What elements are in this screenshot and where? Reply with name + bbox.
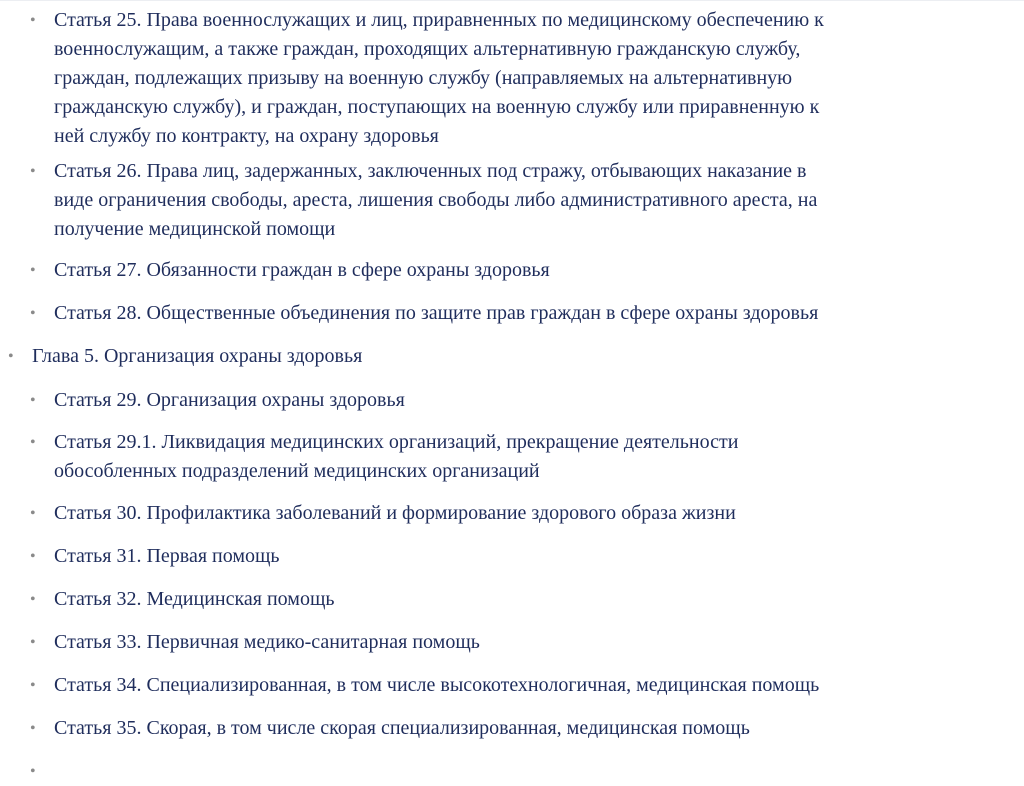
bullet-glyph: •	[30, 548, 36, 565]
bullet-glyph: •	[30, 305, 36, 322]
toc-entry-text: Статья 32. Медицинская помощь	[54, 588, 335, 610]
toc-entry-article-30	[30, 499, 1019, 528]
bullet-glyph: •	[30, 434, 36, 451]
bullet-glyph: •	[30, 12, 36, 29]
toc-entry-article-31	[30, 542, 1019, 571]
toc-entry-text: Статья 34. Специализированная, в том числе высокотехнологичная, медицинская помощь	[54, 674, 820, 696]
bullet-glyph: •	[8, 348, 14, 365]
toc-entry-text: Статья 29.1. Ликвидация медицинских организаций, прекращение деятельности обособленных подразделений медицинских организаций	[54, 431, 739, 482]
toc-entry-article-25	[30, 6, 1019, 151]
toc-entry-article-35	[30, 714, 1019, 743]
top-divider	[0, 0, 1024, 1]
bullet-glyph: •	[30, 262, 36, 279]
toc-entry-article-27	[30, 256, 1019, 285]
toc-entry-article-29-1	[30, 428, 1019, 486]
toc-entry-article-32	[30, 585, 1019, 614]
bullet-glyph: •	[30, 392, 36, 409]
bullet-glyph: •	[30, 677, 36, 694]
toc-entry-text: Статья 31. Первая помощь	[54, 545, 280, 567]
toc-entry-article-29	[30, 386, 1019, 415]
toc-entry-text: Статья 35. Скорая, в том числе скорая специализированная, медицинская помощь	[54, 717, 750, 739]
toc-entry-article-34	[30, 671, 1019, 700]
bullet-glyph: •	[30, 505, 36, 522]
bullet-glyph: •	[30, 720, 36, 737]
toc-entry-text: Глава 5. Организация охраны здоровья	[32, 345, 363, 367]
toc-entry-text: Статья 25. Права военнослужащих и лиц, приравненных по медицинскому обеспечению к военнослужащим, а также граждан, проходящих альтернативную гражданскую службу, граждан, подлежащих призыву на военную службу (направляемых на альтернативную гражданскую службу), и граждан, поступающих на военную службу или приравненную к ней службу по контракту, на охрану здоровья	[54, 9, 824, 147]
toc-entry-article-26	[30, 157, 1019, 244]
toc-entry-text: Статья 27. Обязанности граждан в сфере охраны здоровья	[54, 259, 550, 281]
toc-entry-chapter-5	[8, 342, 1019, 371]
toc-entry-text: Статья 28. Общественные объединения по защите прав граждан в сфере охраны здоровья	[54, 302, 819, 324]
toc-entry-article-28	[30, 299, 1019, 328]
bullet-glyph: •	[30, 634, 36, 651]
toc-entry-text: Статья 33. Первичная медико-санитарная помощь	[54, 631, 480, 653]
bullet-glyph: •	[30, 591, 36, 608]
toc-entry-text: Статья 26. Права лиц, задержанных, заключенных под стражу, отбывающих наказание в виде ограничения свободы, ареста, лишения свободы либо административного ареста, на получение медицинской помощи	[54, 160, 818, 240]
toc-entry-article-33	[30, 628, 1019, 657]
toc-entry-text: Статья 29. Организация охраны здоровья	[54, 389, 405, 411]
bullet-glyph: •	[30, 763, 36, 780]
bullet-glyph: •	[30, 163, 36, 180]
toc-entry-text: Статья 30. Профилактика заболеваний и формирование здорового образа жизни	[54, 502, 736, 524]
